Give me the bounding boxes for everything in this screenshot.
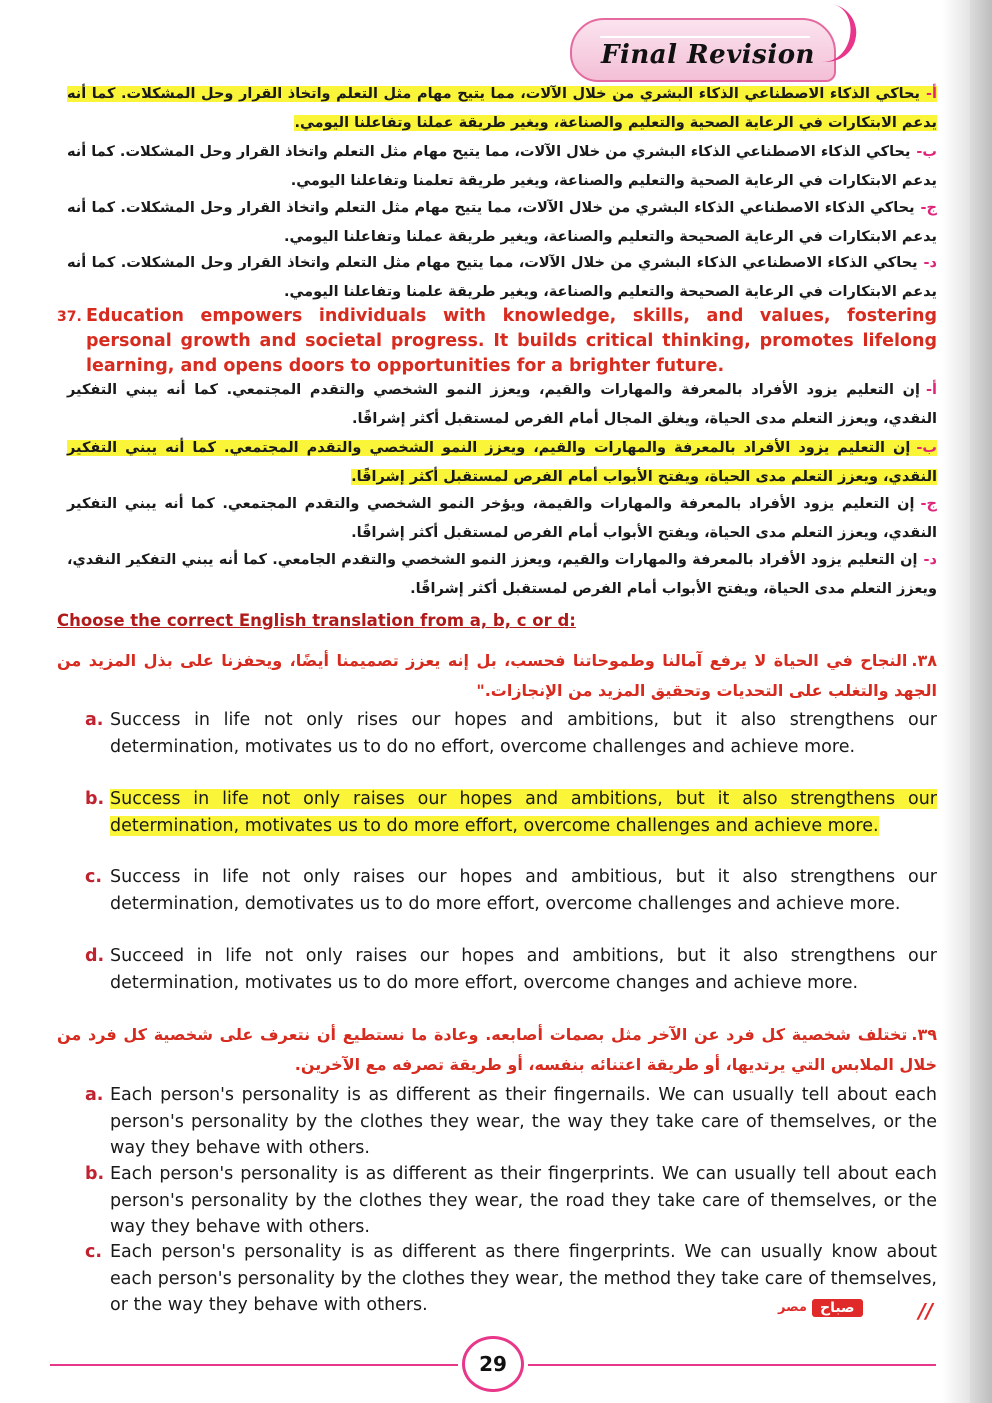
q39-option-c: c. Each person's personality is as different as there fingerprints. We can usually know about each person's personality by the clothes they wear, the method they take care of themselves, or the way they behave with others. [85,1242,937,1315]
footer-line-right [528,1364,936,1366]
side-decoration-inner [970,0,992,1403]
header-line [600,36,810,38]
page-number: 29 [462,1336,524,1392]
q39-option-a: a. Each person's personality is as different as their fingernails. We can usually tell about each person's personality by the clothes they wear, the way they take care of themselves, or the way they behave with others. [85,1085,937,1158]
question-39: ٣٩.تختلف شخصية كل فرد عن الآخر مثل بصمات أصابعه. وعادة ما نستطيع أن نتعرف على شخصية كل فرد من خلال الملابس التي يرتديها، أو طريقة اعتنائه بنفسه، أو طريقة تصرفه مع الآخرين. [57,1025,937,1074]
page-title: Final Revision [601,40,815,70]
q37-option-d: د-إن التعليم يزود الأفراد بالمعرفة والمهارات والقيم، ويعزز النمو الشخصي والتقدم الجامعي. كما أنه يبني التفكير النقدي، ويعزز التعلم مدى الحياة، ويفتح الأبواب أمام الفرص لمستقبل أكثر إشراقًا. [67,552,937,597]
brand-logo: مصر صباح // [778,1299,933,1323]
q37-option-b: ب-إن التعليم يزود الأفراد بالمعرفة والمهارات والقيم، ويعزز النمو الشخصي والتقدم المجتمعي. كما أنه يبني التفكير النقدي، ويعزز التعلم مدى الحياة، ويفتح الأبواب أمام الفرص لمستقبل أكثر إشراقًا. [67,440,937,485]
question-37: 37. Education empowers individuals with knowledge, skills, and values, fostering personal growth and societal progress. It builds critical thinking, promotes lifelong learning, and opens doors to opportunities for a brighter future. [57,306,937,376]
question-38: ٣٨.النجاح في الحياة لا يرفع آمالنا وطموحاتنا فحسب، بل إنه يعزز تصميمنا أيضًا، ويحفزنا على بذل المزيد من الجهد والتغلب على التحديات وتحقيق المزيد من الإنجازات." [57,651,937,700]
q37-option-a: أ-إن التعليم يزود الأفراد بالمعرفة والمهارات والقيم، ويعزز النمو الشخصي والتقدم المجتمعي. كما أنه يبني التفكير النقدي، ويعزز التعلم مدى الحياة، ويغلق المجال أمام الفرص لمستقبل أكثر إشراقًا. [67,382,937,427]
q39-option-b: b. Each person's personality is as different as their fingerprints. We can usually tell about each person's personality by the clothes they wear, the road they take care of themselves, or the way they behave with others. [85,1164,937,1237]
q38-option-b: b. Success in life not only raises our hopes and ambitions, but it also strengthens our determination, motivates us to do more effort, overcome challenges and achieve more. [85,789,937,836]
q38-option-d: d. Succeed in life not only raises our hopes and ambitions, but it also strengthens our determination, motivates us to do more effort, overcome changes and achieve more. [85,946,937,993]
q36-option-d: د-يحاكي الذكاء الاصطناعي الذكاء البشري من خلال الآلات، مما يتيح مهام مثل التعلم واتخاذ القرار وحل المشكلات. كما أنه يدعم الابتكارات في الرعاية الصحيحة والتعليم والصناعة، ويغير طريقة علمنا وتفاعلنا اليومي. [67,255,937,300]
header-swoosh [814,3,861,67]
q37-option-c: ج-إن التعليم يزود الأفراد بالمعرفة والمهارات والقيمة، ويؤخر النمو الشخصي والتقدم المجتمعي. كما أنه يبني التفكير النقدي، ويعزز التعلم مدى الحياة، ويفتح الأبواب أمام الفرص لمستقبل أكثر إشراقًا. [67,496,937,541]
section-heading: Choose the correct English translation from a, b, c or d: [57,611,576,630]
q36-option-c: ج-يحاكي الذكاء الاصطناعي الذكاء البشري من خلال الآلات، مما يتيح مهام مثل التعلم واتخاذ القرار وحل المشكلات. كما أنه يدعم الابتكارات في الرعاية الصحيحة والتعليم والصناعة، ويغير طريقة عملنا وتفاعلنا اليومي. [67,200,937,245]
footer-line-left [50,1364,458,1366]
q36-option-b: ب-يحاكي الذكاء الاصطناعي الذكاء البشري من خلال الآلات، مما يتيح مهام مثل التعلم واتخاذ القرار وحل المشكلات. كما أنه يدعم الابتكارات في الرعاية الصحية والتعليم والصناعة، ويغير طريقة تعلمنا وتفاعلنا اليومي. [67,144,937,189]
q38-option-a: a. Success in life not only rises our hopes and ambitions, but it also strengthens our determination, motivates us to do no effort, overcome challenges and achieve more. [85,710,937,757]
q36-option-a: أ-يحاكي الذكاء الاصطناعي الذكاء البشري من خلال الآلات، مما يتيح مهام مثل التعلم واتخاذ القرار وحل المشكلات. كما أنه يدعم الابتكارات في الرعاية الصحية والتعليم والصناعة، ويغير طريقة عملنا وتفاعلنا اليومي. [67,86,937,131]
q38-option-c: c. Success in life not only raises our hopes and ambitious, but it also strengthens our determination, demotivates us to do more effort, overcome challenges and achieve more. [85,867,937,914]
